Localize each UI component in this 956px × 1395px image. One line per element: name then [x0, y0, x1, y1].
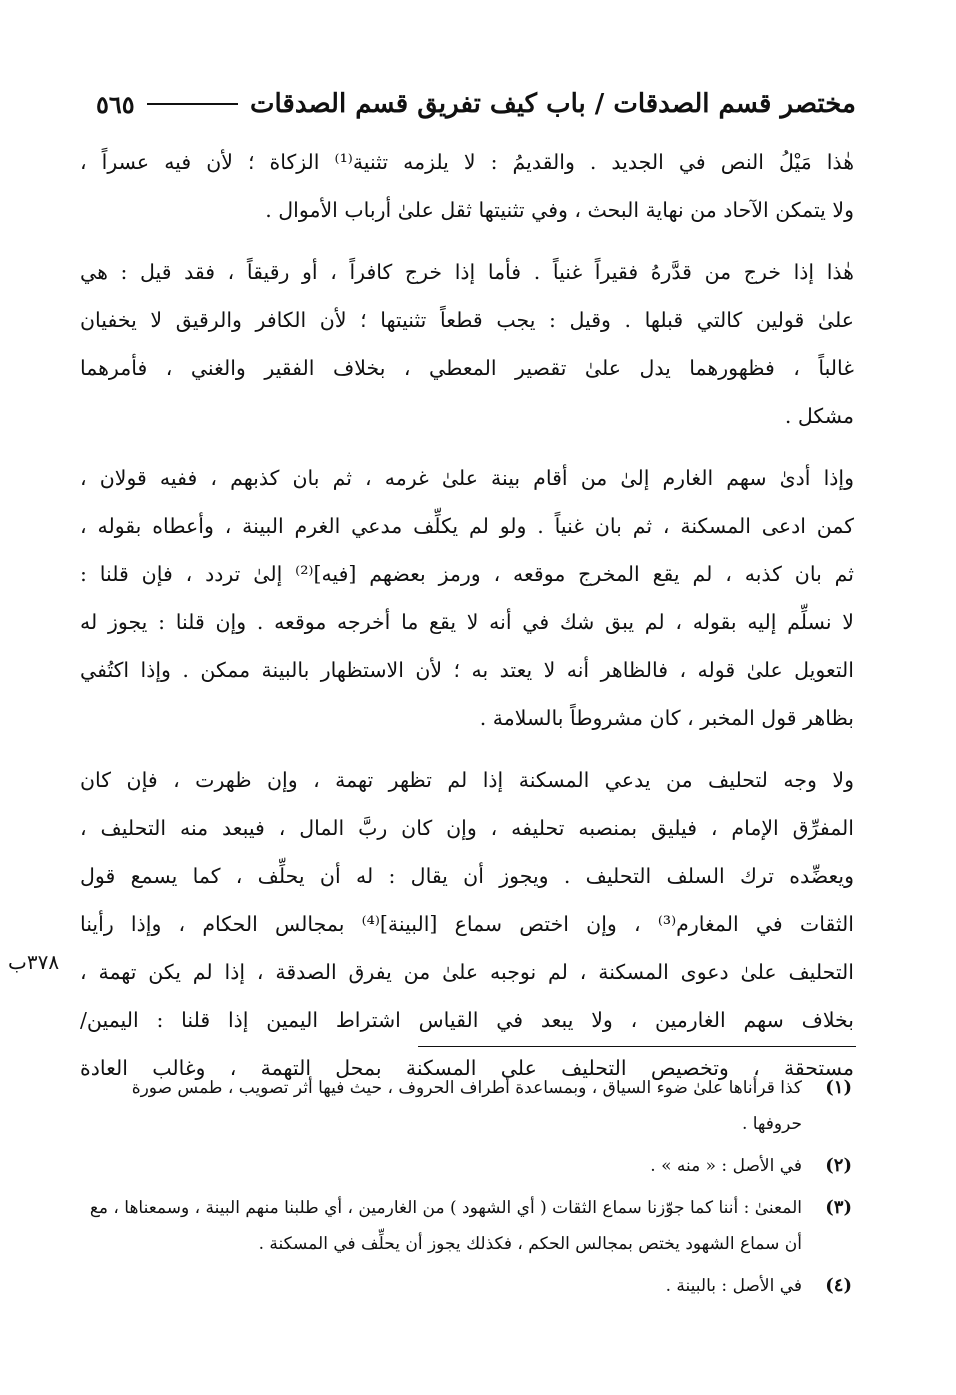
text-line: ولا وجه لتحليف من يدعي المسكنة إذا لم تظهر تهمة ، وإن ظهرت ، فإن كان [80, 768, 854, 792]
footnote [80, 1268, 852, 1304]
text-line: بخلاف سهم الغارمين ، ولا يبعد في القياس اشتراط اليمين إذا قلنا : اليمين/ [80, 1008, 854, 1032]
footnote-number: (١) [825, 1077, 852, 1098]
text-line: مشكل . [784, 404, 854, 428]
text-line: هٰذا إذا خرج من قدَّرهُ فقيراً غنياً . فأما إذا خرج كافراً ، أو رقيقاً ، فقد قيل : هي [80, 260, 854, 284]
text-line: هٰذا مَيْلُ النص في الجديد . والقديمُ : لا يلزمه تثنية⁽¹⁾ الزكاة ؛ لأن فيه عسراً ، [80, 150, 854, 174]
footnotes [80, 1070, 852, 1310]
text-line: المفرِّق الإمام ، فيليق بمنصبه تحليفه ، وإن كان ربَّ المال ، فيبعد منه التحليف ، [80, 816, 854, 840]
text-line: ولا يتمكن الآحاد من نهاية البحث ، وفي تثنيتها ثقل علىٰ أرباب الأموال . [265, 198, 854, 222]
running-header [96, 84, 856, 124]
footnote-text: كذا قرأناها علىٰ ضوء السياق ، وبمساعدة أطراف الحروف ، حيث فيها أثر تصويب ، طمس صورة حروفها . [131, 1078, 802, 1134]
footnote-text: المعنىٰ : أننا كما جوّزنا سماع الثقات ( أي الشهود ) من الغارمين ، أي طلبنا منهم البينة ، وسمعناها ، مع أن سماع الشهود يختص بمجالس الحكم ، فكذلك يجوز أن يحلِّف في المسكنة . [89, 1198, 802, 1254]
footnote-number: (٣) [825, 1197, 852, 1218]
header-rule [147, 103, 238, 105]
paragraph-2 [80, 248, 854, 440]
footnote [80, 1148, 852, 1184]
footnote-text: في الأصل : بالبينة . [665, 1276, 802, 1296]
page-number: ٥٦٥ [96, 89, 135, 119]
text-line: كمن ادعى المسكنة ، ثم بان غنياً . ولو لم يكلِّف مدعي الغرم البينة ، وأعطاه بقوله ، [80, 514, 854, 538]
paragraph-3 [80, 454, 854, 742]
footnote-text: في الأصل : « منه » . [650, 1156, 802, 1176]
manuscript-folio-note: ٣٧٨ب [8, 950, 60, 974]
text-line: التعويل علىٰ قوله ، فالظاهر أنه لا يعتد به ؛ لأن الاستظهار بالبينة ممكن . وإذا اكتُفي [80, 658, 854, 682]
header-title: مختصر قسم الصدقات / باب كيف تفريق قسم الصدقات [250, 89, 856, 119]
paragraph-4 [80, 756, 854, 1092]
text-line: علىٰ قولين كالتي قبلها . وقيل : يجب قطعاً تثنيتها ؛ لأن الكافر والرقيق لا يخفيان [80, 308, 854, 332]
text-line: الثقات في المغارم⁽³⁾ ، وإن اختص سماع [البينة]⁽⁴⁾ بمجالس الحكام ، وإذا رأينا [80, 912, 854, 936]
footnote [80, 1070, 852, 1142]
text-line: غالباً ، فظهورهما يدل علىٰ تقصير المعطي ، بخلاف الفقير والغني ، فأمرهما [80, 356, 854, 380]
footnote-number: (٤) [825, 1275, 852, 1296]
main-text [80, 138, 854, 1106]
text-line: ثم بان كذبه ، لم يقع المخرج موقعه ، ورمز بعضهم [فيه]⁽²⁾ إلىٰ تردد ، فإن قلنا : [80, 562, 854, 586]
footnote-separator [418, 1046, 856, 1047]
text-line: التحليف علىٰ دعوى المسكنة ، لم نوجبه علىٰ من يفرق الصدقة ، إذا لم يكن تهمة ، [80, 960, 854, 984]
text-line: وإذا أدىٰ سهم الغارم إلىٰ من أقام بينة علىٰ غرمه ، ثم بان كذبهم ، ففيه قولان ، [80, 466, 854, 490]
text-line: لا نسلِّم إليه بقوله ، لم يبق شك في أنه لا يقع ما أخرجه موقعه . وإن قلنا : يجوز له [80, 610, 854, 634]
text-line: مستحقة ، وتخصيص التحليف على المسكنة بمحل التهمة ، وغالب العادة [80, 1056, 854, 1080]
text-line: ويعضِّده ترك السلف التحليف . ويجوز أن يقال : له أن يحلِّف ، كما يسمع قول [80, 864, 854, 888]
footnote-number: (٢) [825, 1155, 852, 1176]
paragraph-1 [80, 138, 854, 234]
footnote [80, 1190, 852, 1262]
text-line: بظاهر قول المخبر ، كان مشروطاً بالسلامة . [479, 706, 854, 730]
